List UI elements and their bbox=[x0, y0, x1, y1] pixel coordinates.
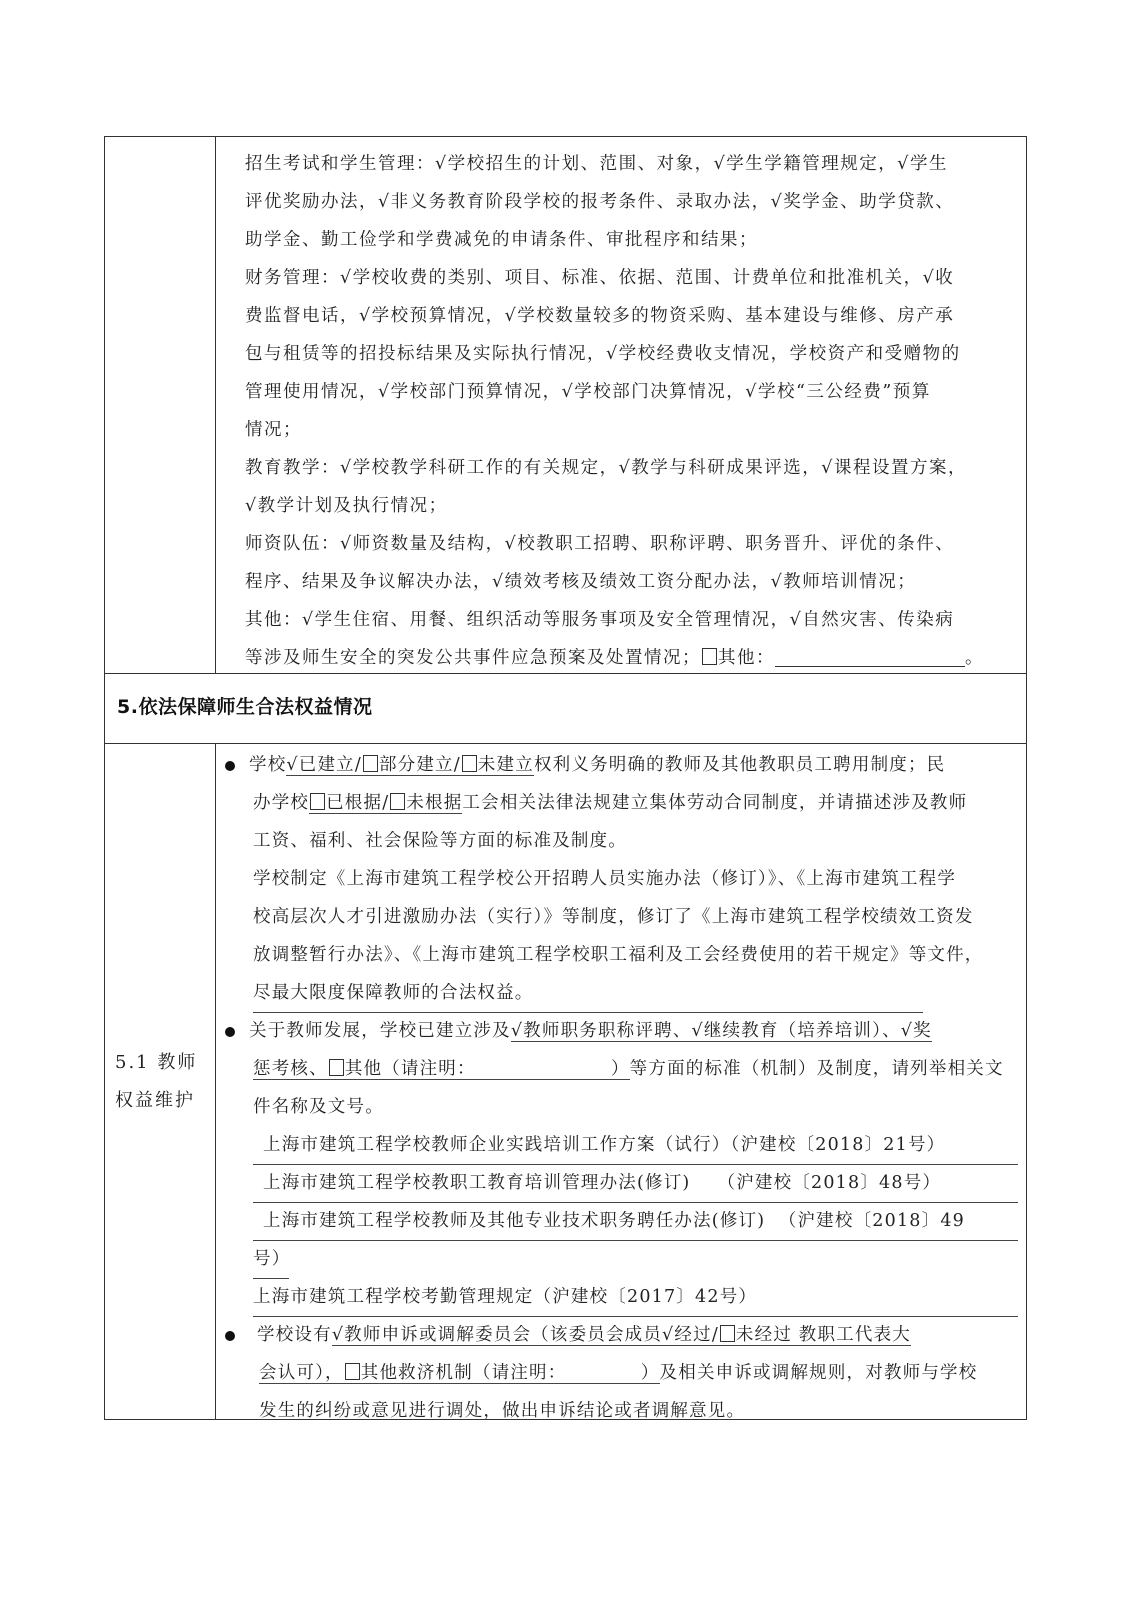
doc-item bbox=[253, 1126, 1018, 1164]
checkbox-empty[interactable] bbox=[720, 1325, 735, 1342]
option-group[interactable]: √教师职务职称评聘、√继续教育（培养培训）、√奖 bbox=[510, 1021, 932, 1041]
row-label bbox=[115, 1044, 197, 1120]
option-group bbox=[259, 1363, 660, 1384]
checkbox-empty[interactable] bbox=[329, 1059, 344, 1076]
option-group bbox=[309, 793, 462, 814]
checkbox-empty[interactable] bbox=[345, 1363, 360, 1380]
text-line: √教学计划及执行情况； bbox=[245, 496, 448, 516]
text-segment: 工会相关法律法规建立集体劳动合同制度，并请描述涉及教师 bbox=[462, 793, 968, 813]
option-label[interactable]: √教师申诉或调解委员会（该委员会成员√经过/ bbox=[331, 1325, 719, 1345]
text-line: 程序、结果及争议解决办法，√绩效考核及绩效工资分配办法，√教师培训情况； bbox=[245, 572, 917, 592]
bullet-icon bbox=[225, 1331, 235, 1341]
text-line: 助学金、勤工俭学和学费减免的申请条件、审批程序和结果； bbox=[245, 230, 758, 250]
bullet-3-line-3: 发生的纠纷或意见进行调处，做出申诉结论或者调解意见。 bbox=[259, 1401, 746, 1421]
text-segment: 学校设有 bbox=[257, 1325, 332, 1345]
answer-line: 学校制定《上海市建筑工程学校公开招聘人员实施办法（修订）》、《上海市建筑工程学 bbox=[253, 869, 957, 889]
period: 。 bbox=[965, 648, 984, 668]
doc-text: 上海市建筑工程学校教师企业实践培训工作方案（试行）（沪建校〔2018〕21号） bbox=[253, 1126, 1018, 1165]
text-segment: 权利义务明确的教师及其他教职员工聘用制度；民 bbox=[533, 755, 946, 775]
checkbox-empty[interactable] bbox=[310, 793, 325, 810]
column-divider bbox=[215, 744, 216, 1419]
disclosure-table bbox=[104, 136, 1027, 1420]
option-label: 惩考核、 bbox=[253, 1059, 328, 1079]
text-line: 管理使用情况，√学校部门预算情况，√学校部门决算情况，√学校“三公经费”预算 bbox=[245, 382, 931, 402]
text-segment: 办学校 bbox=[253, 793, 310, 813]
other-option[interactable]: 其他救济机制（请注明： ） bbox=[360, 1363, 660, 1383]
option-label: 部分建立/ bbox=[378, 755, 461, 775]
table-row-teacher-rights bbox=[105, 744, 1026, 1419]
bullet-icon bbox=[225, 761, 235, 771]
text-line: 包与租赁等的招投标结果及实际执行情况，√学校经费收支情况，学校资产和受赠物的 bbox=[245, 344, 961, 364]
table-row-disclosure-items bbox=[105, 137, 1026, 674]
bullet-1-line-1 bbox=[225, 746, 1018, 784]
text-line: 其他：√学生住宿、用餐、组织活动等服务事项及安全管理情况，√自然灾害、传染病 bbox=[245, 610, 955, 630]
bullet-2-line-1 bbox=[225, 1012, 1018, 1050]
doc-item bbox=[253, 1278, 1018, 1316]
text-segment: 关于教师发展，学校已建立涉及 bbox=[249, 1021, 511, 1041]
option-group bbox=[253, 1059, 630, 1080]
disclosure-items-text bbox=[245, 145, 1018, 677]
bullet-3-line-1 bbox=[225, 1316, 1018, 1354]
answer-line bbox=[253, 974, 1018, 1012]
option-group bbox=[332, 1325, 911, 1346]
text-line: 评优奖励办法，√非义务教育阶段学校的报考条件、录取办法，√奖学金、助学贷款、 bbox=[245, 192, 955, 212]
text-line: 情况； bbox=[245, 420, 302, 440]
other-option[interactable]: 其他（请注明： ） bbox=[344, 1059, 630, 1079]
row-label-line: 权益维护 bbox=[115, 1090, 195, 1111]
text-segment: 等方面的标准（机制）及制度，请列举相关文 bbox=[629, 1059, 1004, 1079]
text-segment: 学校 bbox=[249, 755, 287, 775]
fill-in-blank[interactable] bbox=[775, 646, 965, 667]
table-row-section-header bbox=[105, 674, 1026, 744]
answer-line: 放调整暂行办法》、《上海市建筑工程学校职工福利及工会经费使用的若干规定》等文件， bbox=[253, 945, 984, 965]
text-line: 财务管理：√学校收费的类别、项目、标准、依据、范围、计费单位和批准机关，√收 bbox=[245, 268, 955, 288]
bullet-2-line-2 bbox=[225, 1050, 1018, 1088]
checkbox-empty[interactable] bbox=[363, 755, 378, 772]
checkbox-empty[interactable] bbox=[462, 755, 477, 772]
bullet-1-line-2 bbox=[225, 784, 1018, 822]
checkbox-empty[interactable] bbox=[702, 648, 717, 665]
text-segment: 及相关申诉或调解规则，对教师与学校 bbox=[659, 1363, 978, 1383]
other-label: 其他： bbox=[718, 648, 775, 668]
doc-text: 上海市建筑工程学校教职工教育培训管理办法(修订) （沪建校〔2018〕48号） bbox=[253, 1164, 1018, 1203]
section-title: 5.依法保障师生合法权益情况 bbox=[117, 696, 373, 718]
text-segment: 等涉及师生安全的突发公共事件应急预案及处置情况； bbox=[245, 648, 701, 668]
answer-text: 尽最大限度保障教师的合法权益。 bbox=[253, 974, 923, 1013]
bullet-1-answer[interactable] bbox=[225, 860, 1018, 1012]
option-label: 未根据 bbox=[406, 793, 463, 813]
doc-item bbox=[253, 1240, 1018, 1278]
text-line: 招生考试和学生管理：√学校招生的计划、范围、对象，√学生学籍管理规定，√学生 bbox=[245, 154, 948, 174]
checkbox-empty[interactable] bbox=[390, 793, 405, 810]
doc-item bbox=[253, 1164, 1018, 1202]
doc-text: 号） bbox=[253, 1240, 289, 1279]
doc-text: 上海市建筑工程学校考勤管理规定（沪建校〔2017〕42号） bbox=[253, 1278, 1018, 1317]
bullet-2-line-3: 件名称及文号。 bbox=[253, 1097, 384, 1117]
text-line: 教育教学：√学校教学科研工作的有关规定，√教学与科研成果评选，√课程设置方案， bbox=[245, 458, 967, 478]
bullet-1-line-3: 工资、福利、社会保险等方面的标准及制度。 bbox=[253, 831, 627, 851]
text-line: 师资队伍：√师资数量及结构，√校教职工招聘、职称评聘、职务晋升、评优的条件、 bbox=[245, 534, 955, 554]
column-divider bbox=[215, 137, 216, 673]
option-label: 未经过 教职工代表大 bbox=[735, 1325, 911, 1345]
option-label: 会认可）， bbox=[259, 1363, 344, 1383]
option-group bbox=[286, 755, 534, 776]
answer-line: 校高层次人才引进激励办法（实行）》等制度，修订了《上海市建筑工程学校绩效工资发 bbox=[253, 907, 974, 927]
bullet-2-doc-list[interactable] bbox=[225, 1126, 1018, 1316]
doc-item bbox=[253, 1202, 1018, 1240]
doc-text: 上海市建筑工程学校教师及其他专业技术职务聘任办法(修订) （沪建校〔2018〕49 bbox=[253, 1202, 1018, 1241]
text-line: 费监督电话，√学校预算情况，√学校数量较多的物资采购、基本建设与维修、房产承 bbox=[245, 306, 955, 326]
bullet-3-line-2 bbox=[225, 1354, 1018, 1392]
text-line-last bbox=[245, 639, 1018, 677]
option-label: 已根据/ bbox=[326, 793, 390, 813]
teacher-rights-content bbox=[225, 746, 1018, 1430]
option-label: 未建立 bbox=[477, 755, 534, 775]
bullet-icon bbox=[225, 1027, 235, 1037]
row-label-line: 5.1 教师 bbox=[115, 1052, 198, 1073]
option-checked[interactable]: √已建立/ bbox=[286, 755, 362, 775]
